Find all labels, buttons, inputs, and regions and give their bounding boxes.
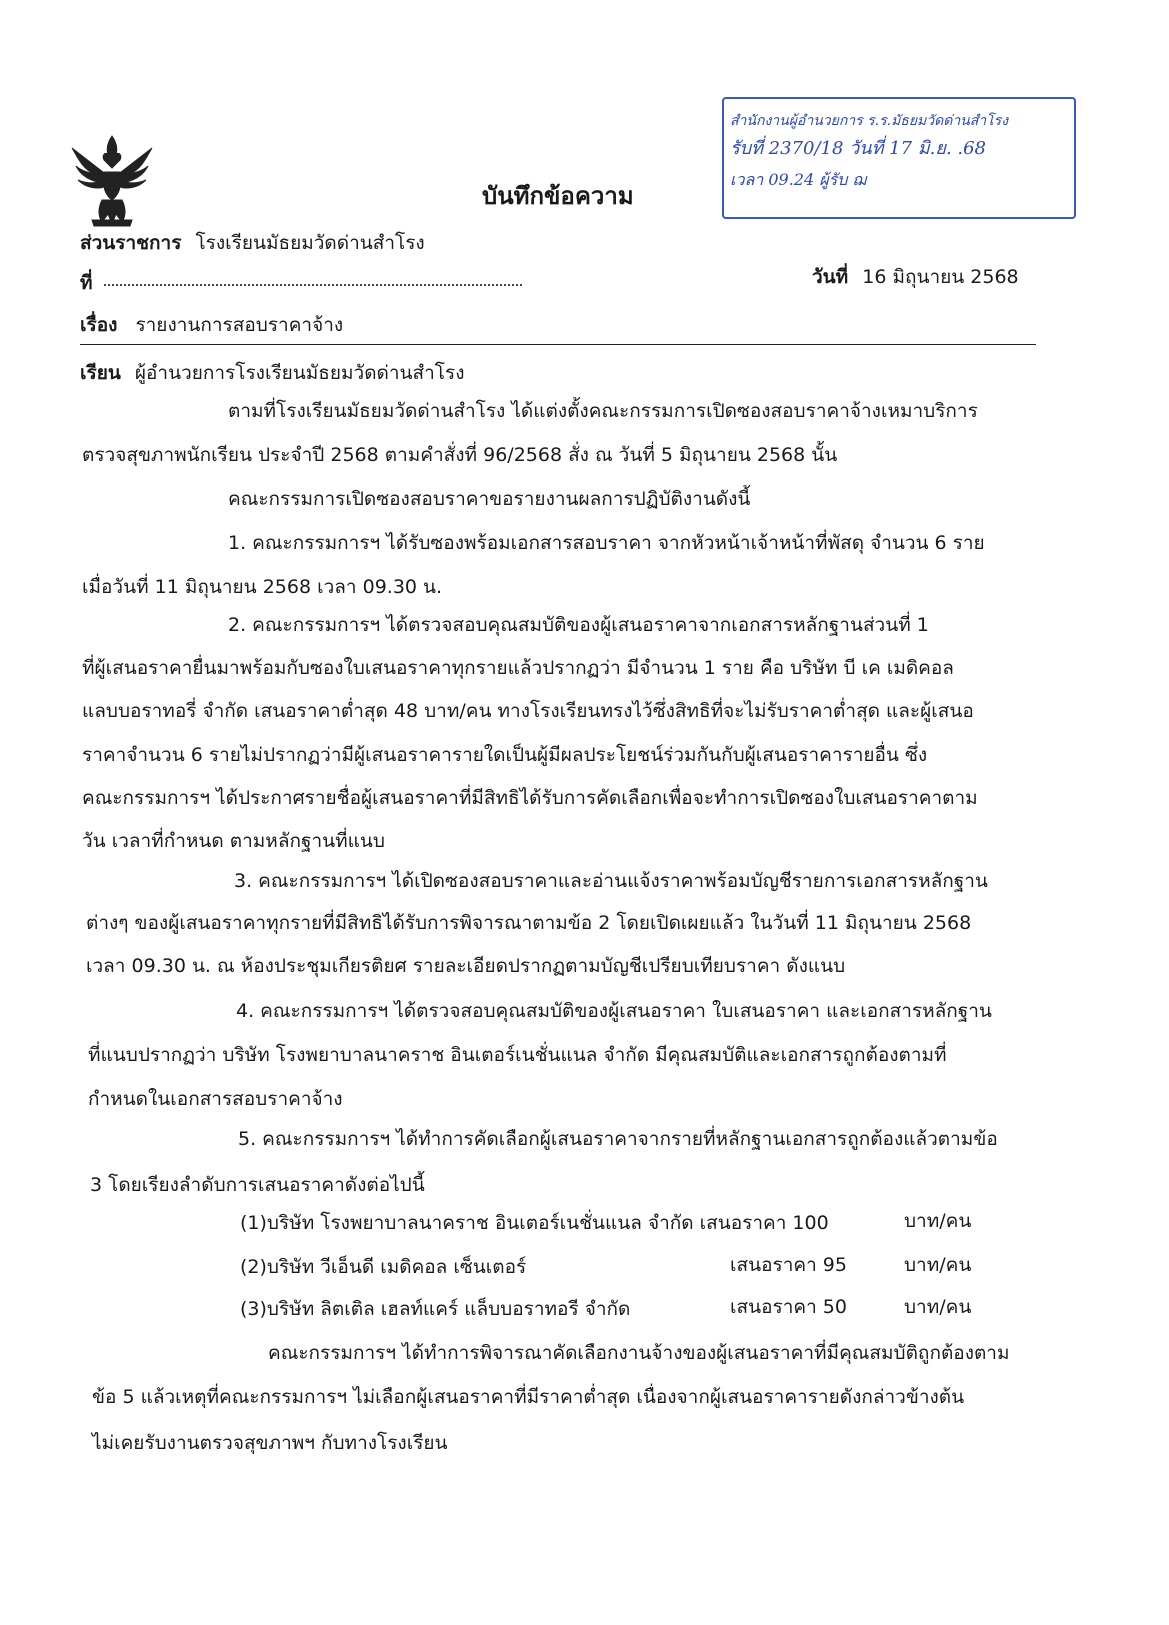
bidder-unit: บาท/คน [904, 1254, 972, 1276]
body-line: 1. คณะกรรมการฯ ได้รับซองพร้อมเอกสารสอบราคา จากหัวหน้าเจ้าหน้าที่พัสดุ จำนวน 6 ราย [228, 532, 985, 554]
bidder-unit: บาท/คน [904, 1296, 972, 1318]
body-line: 3 โดยเรียงลำดับการเสนอราคาดังต่อไปนี้ [90, 1174, 425, 1196]
body-line: 3. คณะกรรมการฯ ได้เปิดซองสอบราคาและอ่านแจ้งราคาพร้อมบัญชีรายการเอกสารหลักฐาน [234, 870, 988, 892]
agency-value: โรงเรียนมัธยมวัดด่านสำโรง [195, 232, 425, 254]
agency-row [80, 228, 425, 258]
bidder-name: (2)บริษัท วีเอ็นดี เมดิคอล เซ็นเตอร์ [240, 1256, 527, 1278]
bidder-price: เสนอราคา 50 [730, 1296, 847, 1318]
body-line: เมื่อวันที่ 11 มิถุนายน 2568 เวลา 09.30 น. [82, 576, 443, 598]
subject-label: เรื่อง [80, 314, 118, 336]
memo-title: บันทึกข้อความ [482, 182, 634, 210]
receipt-stamp [722, 97, 1076, 219]
body-line: วัน เวลาที่กำหนด ตามหลักฐานที่แนบ [82, 830, 385, 852]
subject-row [80, 310, 343, 340]
stamp-line-receipt: รับที่ 2370/18 วันที่ 17 มิ.ย. .68 [730, 138, 987, 159]
ref-label: ที่ [80, 272, 93, 294]
garuda-emblem-icon [68, 128, 156, 228]
bidder-unit: บาท/คน [904, 1210, 972, 1232]
body-line: ที่แนบปรากฏว่า บริษัท โรงพยาบาลนาคราช อินเตอร์เนชั่นแนล จำกัด มีคุณสมบัติและเอกสารถูกต้องตามที่ [88, 1044, 947, 1066]
body-line: ต่างๆ ของผู้เสนอราคาทุกรายที่มีสิทธิได้รับการพิจารณาตามข้อ 2 โดยเปิดเผยแล้ว ในวันที่ 11 มิถุนายน 2568 [86, 912, 972, 934]
date-value: 16 มิถุนายน 2568 [862, 266, 1019, 288]
ref-dotted-line [104, 280, 522, 286]
date-label: วันที่ [812, 266, 849, 288]
body-line: ไม่เคยรับงานตรวจสุขภาพฯ กับทางโรงเรียน [92, 1432, 448, 1454]
bidder-name: (3)บริษัท ลิตเติล เฮลท์แคร์ แล็บบอราทอรี จำกัด [240, 1298, 631, 1320]
bidder-price: เสนอราคา 95 [730, 1254, 847, 1276]
body-line: คณะกรรมการเปิดซองสอบราคาขอรายงานผลการปฏิบัติงานดังนี้ [228, 488, 751, 510]
body-line: แลบบอราทอรี่ จำกัด เสนอราคาต่ำสุด 48 บาท/คน ทางโรงเรียนทรงไว้ซึ่งสิทธิที่จะไม่รับราคาต่ำสุด และผู้เสนอ [82, 700, 974, 722]
stamp-line-office: สำนักงานผู้อำนวยการ ร.ร.มัธยมวัดด่านสำโรง [730, 113, 1009, 129]
body-line: กำหนดในเอกสารสอบราคาจ้าง [88, 1088, 343, 1110]
body-line: 4. คณะกรรมการฯ ได้ตรวจสอบคุณสมบัติของผู้เสนอราคา ใบเสนอราคา และเอกสารหลักฐาน [236, 1000, 992, 1022]
body-line: ข้อ 5 แล้วเหตุที่คณะกรรมการฯ ไม่เลือกผู้เสนอราคาที่มีราคาต่ำสุด เนื่องจากผู้เสนอราคารายดังกล่าวข้างต้น [92, 1386, 965, 1408]
to-label: เรียน [80, 362, 121, 384]
to-value: ผู้อำนวยการโรงเรียนมัธยมวัดด่านสำโรง [134, 362, 465, 384]
to-row [80, 358, 465, 388]
date-row [812, 262, 1019, 292]
subject-value: รายงานการสอบราคาจ้าง [135, 314, 344, 336]
body-line: ตามที่โรงเรียนมัธยมวัดด่านสำโรง ได้แต่งตั้งคณะกรรมการเปิดซองสอบราคาจ้างเหมาบริการ [228, 400, 978, 422]
body-line: คณะกรรมการฯ ได้ประกาศรายชื่อผู้เสนอราคาที่มีสิทธิได้รับการคัดเลือกเพื่อจะทำการเปิดซองใบเสนอราคาตาม [82, 787, 978, 809]
bidder-name: (1)บริษัท โรงพยาบาลนาคราช อินเตอร์เนชั่นแนล จำกัด เสนอราคา 100 [240, 1212, 829, 1234]
body-line: ตรวจสุขภาพนักเรียน ประจำปี 2568 ตามคำสั่งที่ 96/2568 สั่ง ณ วันที่ 5 มิถุนายน 2568 นั้น [82, 444, 838, 466]
header-divider [80, 344, 1036, 345]
body-line: 5. คณะกรรมการฯ ได้ทำการคัดเลือกผู้เสนอราคาจากรายที่หลักฐานเอกสารถูกต้องแล้วตามข้อ [238, 1128, 998, 1150]
body-line: 2. คณะกรรมการฯ ได้ตรวจสอบคุณสมบัติของผู้เสนอราคาจากเอกสารหลักฐานส่วนที่ 1 [228, 614, 929, 636]
body-line: เวลา 09.30 น. ณ ห้องประชุมเกียรติยศ รายละเอียดปรากฏตามบัญชีเปรียบเทียบราคา ดังแนบ [86, 955, 846, 977]
agency-label: ส่วนราชการ [80, 232, 182, 254]
body-line: ที่ผู้เสนอราคายื่นมาพร้อมกับซองใบเสนอราคาทุกรายแล้วปรากฏว่า มีจำนวน 1 ราย คือ บริษัท บี เค เมดิคอล [82, 657, 954, 679]
stamp-line-time: เวลา 09.24 ผู้รับ ฌ [730, 170, 867, 189]
body-line: คณะกรรมการฯ ได้ทำการพิจารณาคัดเลือกงานจ้างของผู้เสนอราคาที่มีคุณสมบัติถูกต้องตาม [268, 1342, 1010, 1364]
body-line: ราคาจำนวน 6 รายไม่ปรากฏว่ามีผู้เสนอราคารายใดเป็นผู้มีผลประโยชน์ร่วมกันกับผู้เสนอราคารายอื่น ซึ่ง [82, 744, 928, 766]
